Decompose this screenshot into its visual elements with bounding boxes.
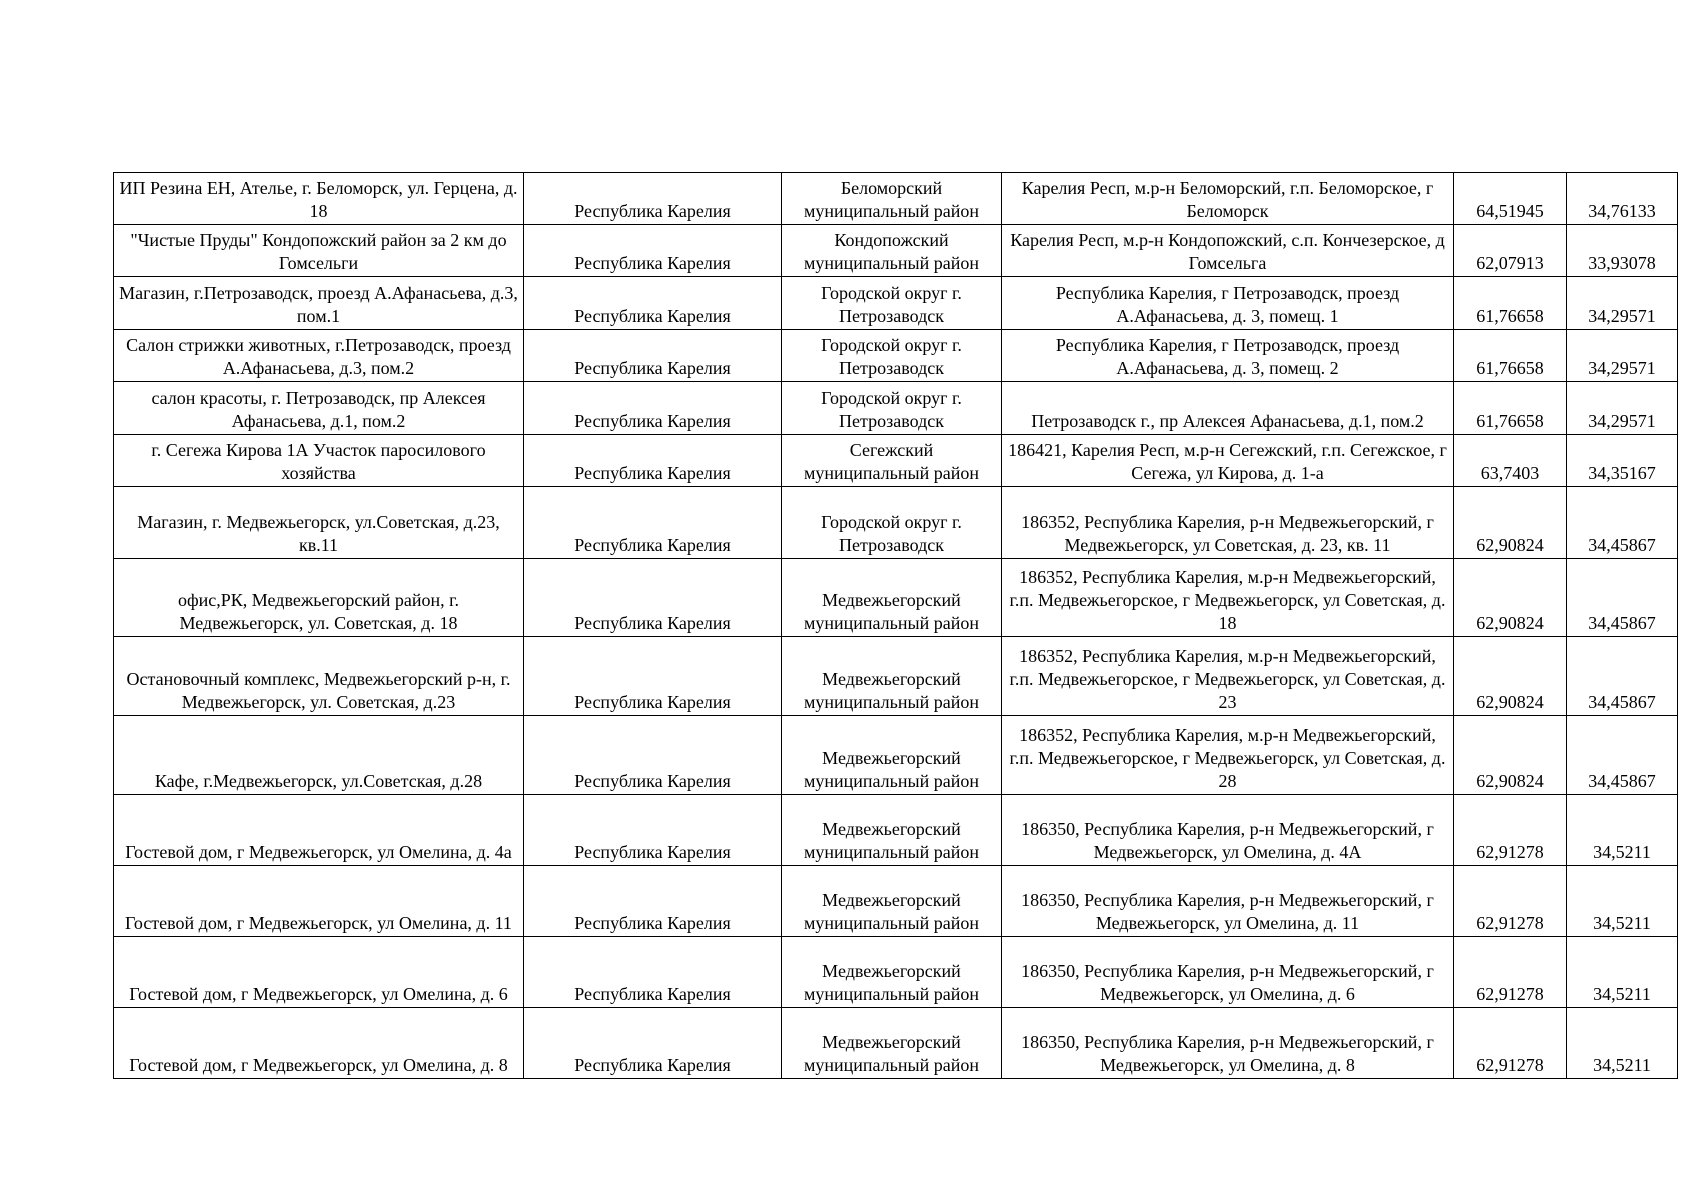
address-cell: 186421, Карелия Респ, м.р-н Сегежский, г.п. Сегежское, г Сегежа, ул Кирова, д. 1-а <box>1002 435 1454 487</box>
district-cell: Медвежьегорский муниципальный район <box>782 716 1002 795</box>
table-row <box>114 1008 1678 1079</box>
district-cell: Городской округ г. Петрозаводск <box>782 382 1002 435</box>
district-cell: Кондопожский муниципальный район <box>782 225 1002 277</box>
latitude-cell: 61,76658 <box>1454 330 1567 382</box>
table-row <box>114 225 1678 277</box>
longitude-cell: 34,45867 <box>1567 637 1678 716</box>
district-cell: Медвежьегорский муниципальный район <box>782 937 1002 1008</box>
object-name-cell: г. Сегежа Кирова 1А Участок паросилового хозяйства <box>114 435 524 487</box>
object-name-cell: Гостевой дом, г Медвежьегорск, ул Омелина, д. 11 <box>114 866 524 937</box>
district-cell: Сегежский муниципальный район <box>782 435 1002 487</box>
latitude-cell: 62,90824 <box>1454 716 1567 795</box>
address-cell: Карелия Респ, м.р-н Беломорский, г.п. Беломорское, г Беломорск <box>1002 173 1454 225</box>
latitude-cell: 61,76658 <box>1454 382 1567 435</box>
table-row <box>114 637 1678 716</box>
address-cell: 186352, Республика Карелия, м.р-н Медвежьегорский, г.п. Медвежьегорское, г Медвежьегорск, ул Советская, д. 18 <box>1002 559 1454 637</box>
address-cell: Республика Карелия, г Петрозаводск, проезд А.Афанасьева, д. 3, помещ. 2 <box>1002 330 1454 382</box>
longitude-cell: 34,5211 <box>1567 866 1678 937</box>
region-cell: Республика Карелия <box>524 937 782 1008</box>
object-name-cell: салон красоты, г. Петрозаводск, пр Алексея Афанасьева, д.1, пом.2 <box>114 382 524 435</box>
object-name-cell: Гостевой дом, г Медвежьегорск, ул Омелина, д. 6 <box>114 937 524 1008</box>
longitude-cell: 34,35167 <box>1567 435 1678 487</box>
table-row <box>114 795 1678 866</box>
longitude-cell: 34,76133 <box>1567 173 1678 225</box>
latitude-cell: 62,90824 <box>1454 487 1567 559</box>
region-cell: Республика Карелия <box>524 487 782 559</box>
district-cell: Медвежьегорский муниципальный район <box>782 559 1002 637</box>
object-name-cell: ИП Резина ЕН, Ателье, г. Беломорск, ул. Герцена, д. 18 <box>114 173 524 225</box>
object-name-cell: Магазин, г. Медвежьегорск, ул.Советская, д.23, кв.11 <box>114 487 524 559</box>
latitude-cell: 62,91278 <box>1454 1008 1567 1079</box>
latitude-cell: 61,76658 <box>1454 277 1567 330</box>
object-name-cell: Гостевой дом, г Медвежьегорск, ул Омелина, д. 8 <box>114 1008 524 1079</box>
table-row <box>114 487 1678 559</box>
table-row <box>114 173 1678 225</box>
region-cell: Республика Карелия <box>524 435 782 487</box>
table-row <box>114 716 1678 795</box>
table-row <box>114 277 1678 330</box>
address-cell: 186352, Республика Карелия, м.р-н Медвежьегорский, г.п. Медвежьегорское, г Медвежьегорск, ул Советская, д. 23 <box>1002 637 1454 716</box>
longitude-cell: 34,29571 <box>1567 382 1678 435</box>
table-row <box>114 866 1678 937</box>
object-name-cell: Гостевой дом, г Медвежьегорск, ул Омелина, д. 4а <box>114 795 524 866</box>
table-body <box>114 173 1678 1079</box>
latitude-cell: 62,91278 <box>1454 795 1567 866</box>
address-cell: 186352, Республика Карелия, м.р-н Медвежьегорский, г.п. Медвежьегорское, г Медвежьегорск, ул Советская, д. 28 <box>1002 716 1454 795</box>
district-cell: Медвежьегорский муниципальный район <box>782 637 1002 716</box>
object-name-cell: Салон стрижки животных, г.Петрозаводск, проезд А.Афанасьева, д.3, пом.2 <box>114 330 524 382</box>
region-cell: Республика Карелия <box>524 277 782 330</box>
address-cell: 186350, Республика Карелия, р-н Медвежьегорский, г Медвежьегорск, ул Омелина, д. 4А <box>1002 795 1454 866</box>
object-name-cell: Остановочный комплекс, Медвежьегорский р-н, г. Медвежьегорск, ул. Советская, д.23 <box>114 637 524 716</box>
region-cell: Республика Карелия <box>524 795 782 866</box>
longitude-cell: 34,29571 <box>1567 330 1678 382</box>
region-cell: Республика Карелия <box>524 330 782 382</box>
latitude-cell: 62,90824 <box>1454 559 1567 637</box>
longitude-cell: 34,45867 <box>1567 559 1678 637</box>
region-cell: Республика Карелия <box>524 716 782 795</box>
address-cell: 186352, Республика Карелия, р-н Медвежьегорский, г Медвежьегорск, ул Советская, д. 23, кв. 11 <box>1002 487 1454 559</box>
latitude-cell: 63,7403 <box>1454 435 1567 487</box>
region-cell: Республика Карелия <box>524 382 782 435</box>
table-row <box>114 382 1678 435</box>
address-cell: 186350, Республика Карелия, р-н Медвежьегорский, г Медвежьегорск, ул Омелина, д. 11 <box>1002 866 1454 937</box>
latitude-cell: 62,91278 <box>1454 937 1567 1008</box>
longitude-cell: 33,93078 <box>1567 225 1678 277</box>
table-row <box>114 330 1678 382</box>
address-cell: Карелия Респ, м.р-н Кондопожский, с.п. Кончезерское, д Гомсельга <box>1002 225 1454 277</box>
longitude-cell: 34,45867 <box>1567 716 1678 795</box>
object-name-cell: Магазин, г.Петрозаводск, проезд А.Афанасьева, д.3, пом.1 <box>114 277 524 330</box>
region-cell: Республика Карелия <box>524 637 782 716</box>
address-cell: 186350, Республика Карелия, р-н Медвежьегорский, г Медвежьегорск, ул Омелина, д. 8 <box>1002 1008 1454 1079</box>
address-cell: Петрозаводск г., пр Алексея Афанасьева, д.1, пом.2 <box>1002 382 1454 435</box>
address-cell: Республика Карелия, г Петрозаводск, проезд А.Афанасьева, д. 3, помещ. 1 <box>1002 277 1454 330</box>
longitude-cell: 34,29571 <box>1567 277 1678 330</box>
longitude-cell: 34,5211 <box>1567 795 1678 866</box>
objects-table <box>113 172 1678 1079</box>
address-cell: 186350, Республика Карелия, р-н Медвежьегорский, г Медвежьегорск, ул Омелина, д. 6 <box>1002 937 1454 1008</box>
region-cell: Республика Карелия <box>524 559 782 637</box>
region-cell: Республика Карелия <box>524 866 782 937</box>
object-name-cell: "Чистые Пруды" Кондопожский район за 2 км до Гомсельги <box>114 225 524 277</box>
table-row <box>114 937 1678 1008</box>
district-cell: Медвежьегорский муниципальный район <box>782 1008 1002 1079</box>
district-cell: Беломорский муниципальный район <box>782 173 1002 225</box>
object-name-cell: офис,РК, Медвежьегорский район, г. Медвежьегорск, ул. Советская, д. 18 <box>114 559 524 637</box>
table-row <box>114 559 1678 637</box>
latitude-cell: 64,51945 <box>1454 173 1567 225</box>
longitude-cell: 34,5211 <box>1567 1008 1678 1079</box>
district-cell: Городской округ г. Петрозаводск <box>782 277 1002 330</box>
object-name-cell: Кафе, г.Медвежьегорск, ул.Советская, д.28 <box>114 716 524 795</box>
region-cell: Республика Карелия <box>524 173 782 225</box>
district-cell: Медвежьегорский муниципальный район <box>782 866 1002 937</box>
longitude-cell: 34,5211 <box>1567 937 1678 1008</box>
latitude-cell: 62,91278 <box>1454 866 1567 937</box>
district-cell: Городской округ г. Петрозаводск <box>782 330 1002 382</box>
longitude-cell: 34,45867 <box>1567 487 1678 559</box>
region-cell: Республика Карелия <box>524 1008 782 1079</box>
district-cell: Медвежьегорский муниципальный район <box>782 795 1002 866</box>
latitude-cell: 62,07913 <box>1454 225 1567 277</box>
region-cell: Республика Карелия <box>524 225 782 277</box>
latitude-cell: 62,90824 <box>1454 637 1567 716</box>
table-row <box>114 435 1678 487</box>
district-cell: Городской округ г. Петрозаводск <box>782 487 1002 559</box>
